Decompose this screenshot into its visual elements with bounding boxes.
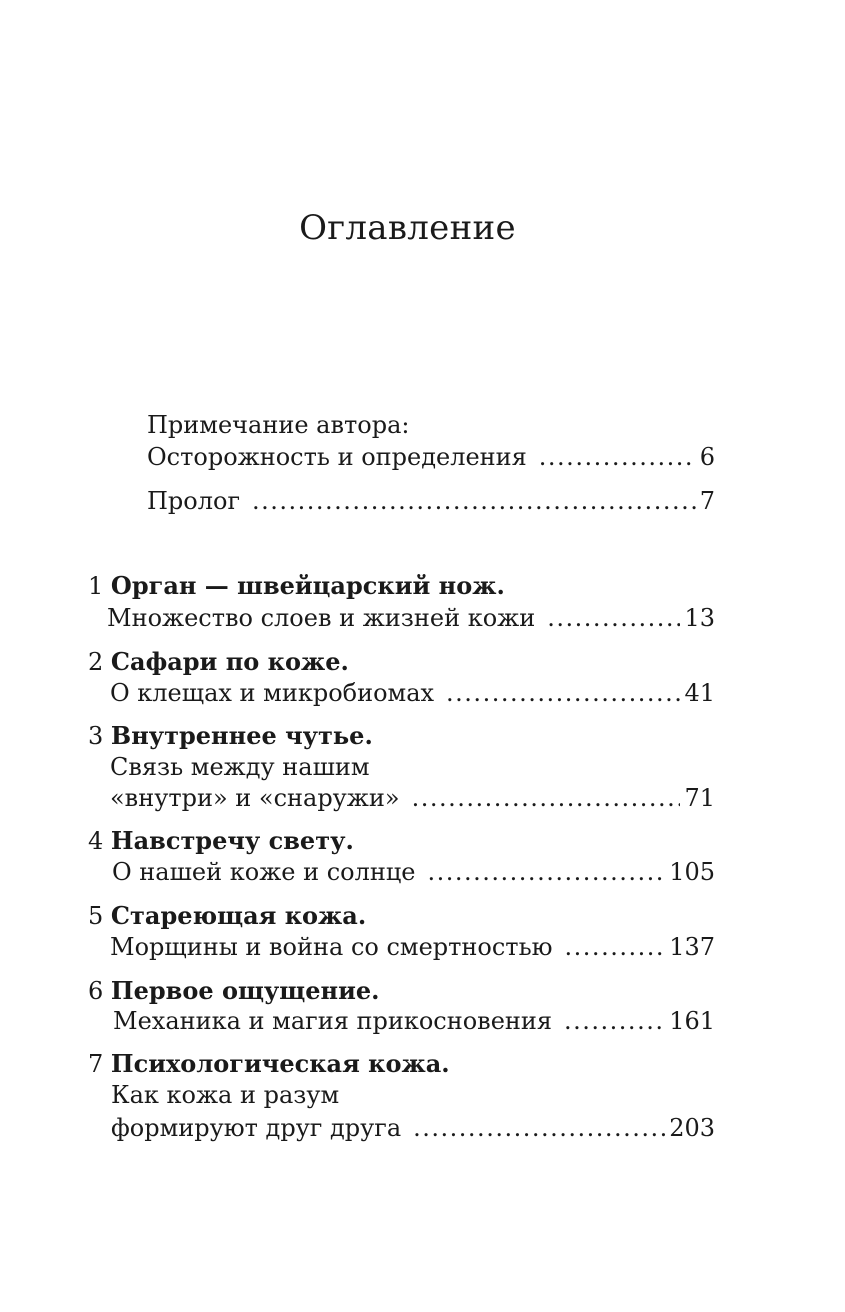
chapter-2-subtitle[interactable] [110,678,715,708]
entry-text: Осторожность и определения [147,443,527,471]
chapter-title: Внутреннее чутье. [110,721,373,750]
chapter-7-subtitle[interactable] [111,1113,715,1143]
entry-text: О нашей коже и солнце [112,858,416,886]
page-number: 13 [684,604,715,632]
chapter-number: 3 [88,722,104,750]
chapter-4-subtitle[interactable] [112,857,715,887]
entry-text: Пролог [147,487,241,515]
page-number: 7 [699,487,715,515]
page-number: 41 [684,679,715,707]
chapter-title: Сафари по коже. [110,647,349,676]
chapter-number: 7 [88,1050,104,1078]
leader-dots [412,783,681,813]
entry-text: «внутри» и «снаружи» [110,784,400,812]
chapter-number: 4 [88,827,104,855]
chapter-1-heading[interactable] [88,571,505,601]
page-number: 137 [669,933,715,961]
chapter-7-subtitle-line1: Как кожа и разум [111,1081,340,1109]
leader-dots [446,678,680,708]
chapter-title: Навстречу свету. [110,826,354,855]
leader-dots [252,486,696,516]
leader-dots [539,442,696,472]
leader-dots [565,932,666,962]
chapter-5-subtitle[interactable] [110,932,715,962]
front-entry-author-note-line1: Примечание автора: [147,411,410,439]
page-number: 105 [669,858,715,886]
chapter-number: 6 [88,977,104,1005]
chapter-number: 1 [88,572,104,600]
chapter-number: 5 [88,902,104,930]
chapter-3-subtitle-line1: Связь между нашим [110,753,370,781]
entry-text: Множество слоев и жизней кожи [107,604,536,632]
leader-dots [428,857,666,887]
chapter-6-heading[interactable] [88,976,380,1006]
leader-dots [564,1006,665,1036]
page-number: 203 [669,1114,715,1142]
page-title: Оглавление [299,208,516,248]
front-entry-author-note[interactable] [147,442,715,472]
page-number: 71 [684,784,715,812]
page-number: 161 [669,1007,715,1035]
chapter-3-heading[interactable] [88,721,373,751]
front-entry-prologue[interactable] [147,486,715,516]
chapter-4-heading[interactable] [88,826,354,856]
chapter-title: Психологическая кожа. [110,1049,450,1078]
chapter-6-subtitle[interactable] [113,1006,715,1036]
chapter-3-subtitle[interactable] [110,783,715,813]
entry-text: О клещах и микробиомах [110,679,435,707]
chapter-title: Первое ощущение. [110,976,380,1005]
leader-dots [413,1113,665,1143]
entry-text: Морщины и война со смертностью [110,933,553,961]
page-number: 6 [699,443,715,471]
chapter-1-subtitle[interactable] [107,603,715,633]
chapter-2-heading[interactable] [88,647,349,677]
chapter-title: Орган — швейцарский нож. [110,571,505,600]
chapter-7-heading[interactable] [88,1049,450,1079]
entry-text: Механика и магия прикосновения [113,1007,553,1035]
chapter-title: Стареющая кожа. [110,901,367,930]
chapter-number: 2 [88,648,104,676]
entry-text: формируют друг друга [111,1114,402,1142]
chapter-5-heading[interactable] [88,901,366,931]
leader-dots [547,603,680,633]
